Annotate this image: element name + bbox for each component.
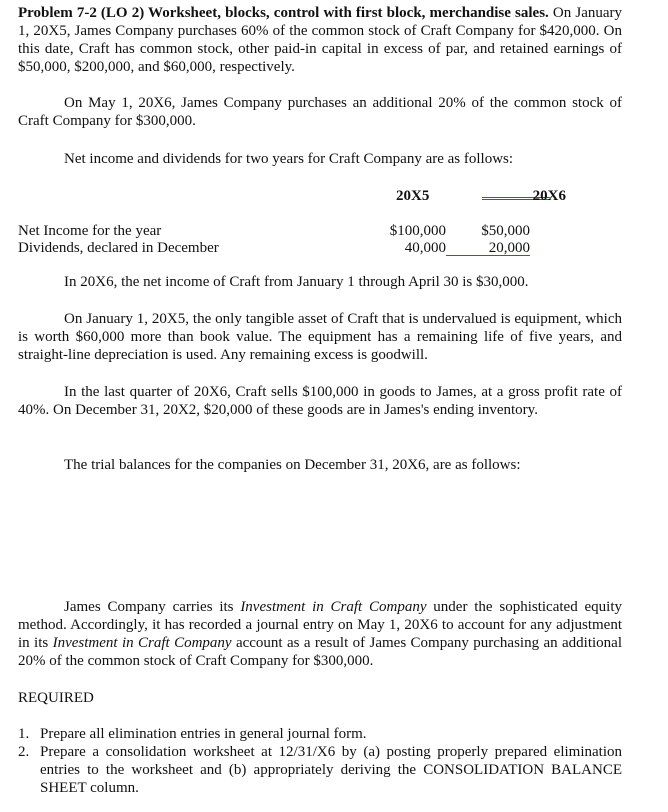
paragraph-intercompany-sales: In the last quarter of 20X6, Craft sells $100,000 in goods to James, at a gross profit rate of 40%. On December 31, 20X2, $20,000 of these goods are in James's ending inventory. (18, 384, 622, 418)
paragraph-jan-apr-income: In 20X6, the net income of Craft from January 1 through April 30 is $30,000. (64, 274, 529, 290)
table-cell-net-income-20x6: $50,000 (481, 223, 530, 239)
problem-heading: Problem 7-2 (LO 2) Worksheet, blocks, control with first block, merchandise sales. (18, 5, 549, 21)
required-item-text: Prepare a consolidation worksheet at 12/31/X6 by (a) posting properly prepared elimination entries to the worksheet and (b) appropriately deriving the CONSOLIDATION BALANCE SHEET column. (40, 744, 622, 796)
table-header-20x5: 20X5 (396, 188, 430, 204)
problem-intro-text: On January 1, 20X5, James Company purchases 60% of the common stock of Craft Company for $420,000. On this date, Craft has common stock, other paid-in capital in excess of par, and retained earnings of $50,000, $200,000, and $60,000, respectively. (18, 5, 623, 75)
paragraph-trial-balances: The trial balances for the companies on December 31, 20X6, are as follows: (64, 457, 521, 473)
table-cell-net-income-20x5: $100,000 (389, 223, 446, 239)
problem-intro (18, 4, 622, 76)
paragraph-additional-purchase: On May 1, 20X6, James Company purchases an additional 20% of the common stock of Craft Company for $300,000. (18, 95, 622, 129)
table-row-label-dividends: Dividends, declared in December (18, 240, 219, 256)
paragraph-equipment: On January 1, 20X5, the only tangible asset of Craft that is undervalued is equipment, which is worth $60,000 more than book value. The equipment has a remaining life of five years, and straight-line depreciation is used. Any remaining excess is goodwill. (18, 311, 622, 363)
required-item (18, 725, 622, 743)
table-header-20x6: 20X6 (532, 188, 566, 204)
equity-text-a: James Company carries its (64, 599, 241, 615)
equity-italic-investment-2: Investment in Craft Company (52, 635, 232, 651)
required-list (18, 725, 622, 797)
equity-text-b: under the sophisticated equity method. Accordingly, it has recorded a journal entry on May 1, 20X6 to account for any adjustment in its (18, 599, 622, 651)
table-row-label-net-income: Net Income for the year (18, 223, 162, 239)
required-item-text: Prepare all elimination entries in general journal form. (40, 726, 367, 742)
table-cell-dividends-20x6: 20,000 (488, 240, 530, 256)
equity-text-c: account as a result of James Company purchasing an additional 20% of the common stock of Craft Company for $300,000. (18, 635, 622, 669)
required-item (18, 743, 622, 797)
paragraph-sophisticated-equity (18, 598, 622, 670)
table-cell-dividends-20x5: 40,000 (404, 240, 446, 256)
equity-italic-investment-1: Investment in Craft Company (240, 599, 427, 615)
required-item-number: 2. (18, 744, 30, 760)
required-item-number: 1. (18, 726, 30, 742)
paragraph-net-income-intro: Net income and dividends for two years for Craft Company are as follows: (64, 151, 514, 167)
required-title: REQUIRED (18, 690, 94, 706)
